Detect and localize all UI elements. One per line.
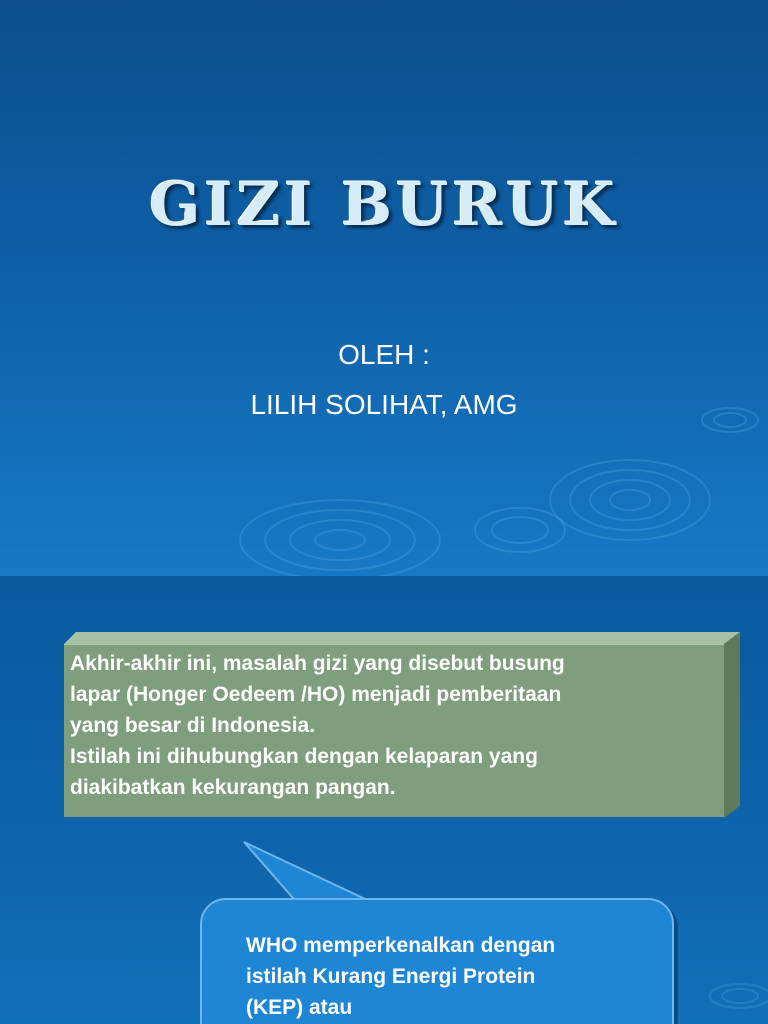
text-line: lapar (Honger Oedeem /HO) menjadi pemberitaan [70, 683, 562, 706]
callout-line: (KEP) atau [246, 996, 353, 1019]
callout-line: WHO memperkenalkan dengan [246, 934, 556, 957]
author-name: LILIH SOLIHAT, AMG [250, 389, 518, 420]
callout-line: istilah Kurang Energi Protein [246, 965, 536, 988]
callout-content [246, 930, 666, 1023]
text-line: yang besar di Indonesia. [70, 714, 316, 737]
content-slide [0, 576, 768, 1024]
text-line: Akhir-akhir ini, masalah gizi yang disebut busung [70, 652, 565, 675]
author-block [0, 330, 768, 430]
text-line: diakibatkan kekurangan pangan. [70, 776, 396, 799]
text-line: Istilah ini dihubungkan dengan kelaparan yang [70, 745, 538, 768]
slide-title: GIZI BURUK [149, 170, 619, 240]
author-prefix: OLEH : [338, 339, 430, 370]
speech-callout [200, 898, 674, 1024]
